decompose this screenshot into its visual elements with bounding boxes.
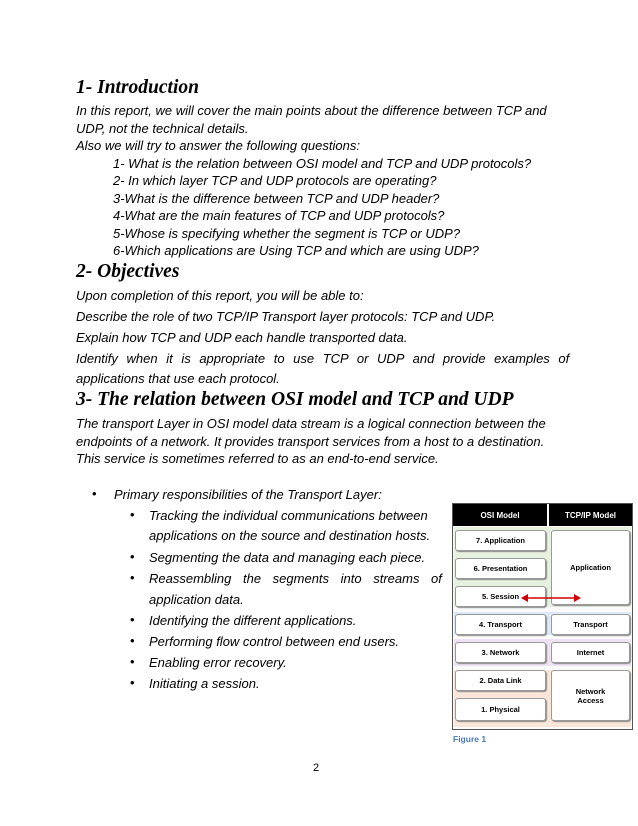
responsibility-item: Performing flow control between end users. [149,634,400,649]
bullet-marker: • [130,507,135,522]
responsibility-item-continued: application data. [149,592,244,607]
tcpip-model-header: TCP/IP Model [549,504,632,526]
responsibility-item: Enabling error recovery. [149,655,287,670]
objectives-line: Identify when it is appropriate to use TCP or UDP and provide examples of [76,351,570,366]
responsibility-item: Tracking the individual communications between [149,508,428,523]
osi-tcpip-figure [452,503,633,730]
question-item: 3-What is the difference between TCP and UDP header? [113,191,440,206]
tcpip-layer-network-access: Network Access [551,670,630,721]
primary-responsibilities-label: Primary responsibilities of the Transport Layer: [114,487,382,502]
tcpip-layer-transport: Transport [551,614,630,635]
relation-paragraph-line: endpoints of a network. It provides transport services from a host to a destination. [76,434,545,449]
intro-heading: 1- Introduction [76,77,199,98]
tcpip-layer-application: Application [551,530,630,605]
osi-layer-application: 7. Application [455,530,546,551]
osi-layer-session: 5. Session [455,586,546,607]
objectives-heading: 2- Objectives [76,261,180,282]
relation-heading: 3- The relation between OSI model and TCP and UDP [76,389,514,410]
osi-layer-data-link: 2. Data Link [455,670,546,691]
osi-layer-transport: 4. Transport [455,614,546,635]
bullet-marker: • [92,486,97,501]
bullet-marker: • [130,612,135,627]
osi-layer-physical: 1. Physical [455,698,546,721]
objectives-line: applications that use each protocol. [76,371,280,386]
question-item: 4-What are the main features of TCP and UDP protocols? [113,208,445,223]
objectives-line: Upon completion of this report, you will be able to: [76,288,364,303]
bullet-marker: • [130,570,135,585]
bullet-marker: • [130,654,135,669]
responsibility-item-continued: applications on the source and destination hosts. [149,528,431,543]
responsibility-item: Segmenting the data and managing each piece. [149,550,426,565]
question-item: 2- In which layer TCP and UDP protocols are operating? [113,173,437,188]
objectives-line: Explain how TCP and UDP each handle transported data. [76,330,408,345]
osi-layer-network: 3. Network [455,642,546,663]
tcpip-layer-internet: Internet [551,642,630,663]
question-item: 6-Which applications are Using TCP and which are using UDP? [113,243,479,258]
bullet-marker: • [130,675,135,690]
responsibility-item: Initiating a session. [149,676,260,691]
question-item: 1- What is the relation between OSI model and TCP and UDP protocols? [113,156,532,171]
intro-paragraph-line: Also we will try to answer the following questions: [76,138,360,153]
objectives-line: Describe the role of two TCP/IP Transport layer protocols: TCP and UDP. [76,309,496,324]
relation-paragraph-line: This service is sometimes referred to as an end-to-end service. [76,451,439,466]
bullet-marker: • [130,633,135,648]
responsibility-item: Reassembling the segments into streams of [149,571,442,586]
page-number: 2 [313,762,320,774]
bullet-marker: • [130,549,135,564]
responsibility-item: Identifying the different applications. [149,613,357,628]
osi-model-header: OSI Model [453,504,547,526]
figure-caption: Figure 1 [453,734,487,744]
intro-paragraph-line: In this report, we will cover the main points about the difference between TCP and [76,103,547,118]
relation-paragraph-line: The transport Layer in OSI model data stream is a logical connection between the [76,416,546,431]
intro-paragraph-line: UDP, not the technical details. [76,121,249,136]
question-item: 5-Whose is specifying whether the segment is TCP or UDP? [113,226,461,241]
osi-layer-presentation: 6. Presentation [455,558,546,579]
session-arrow [521,592,581,604]
